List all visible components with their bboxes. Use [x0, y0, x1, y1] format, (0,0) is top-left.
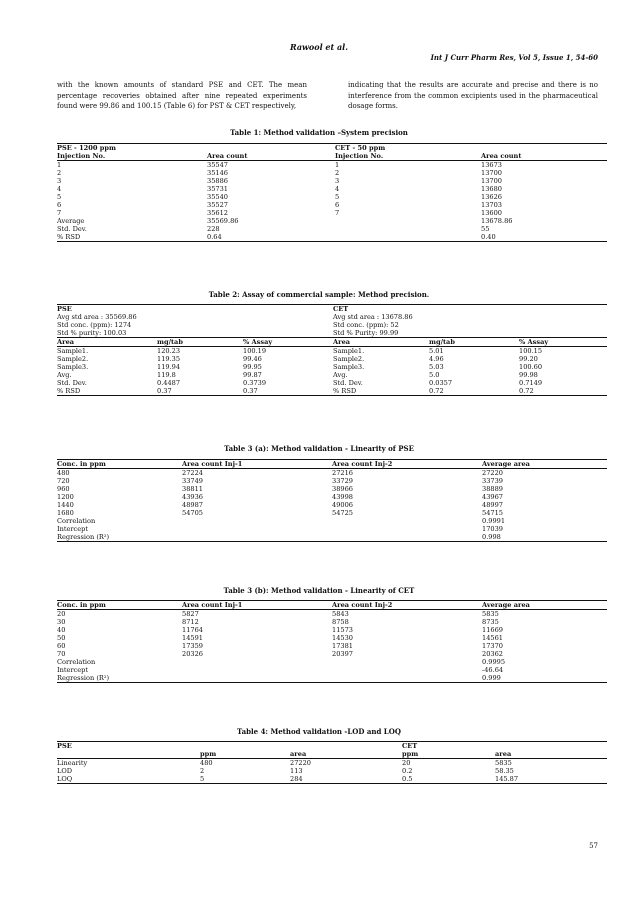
table-cell: 14561	[482, 634, 503, 642]
table-cell: 55	[481, 225, 490, 233]
table-cell: 99.46	[243, 355, 262, 363]
table-row	[57, 477, 607, 485]
table-cell: 119.35	[157, 355, 181, 363]
table-cell: 100.19	[243, 347, 267, 355]
table-cell: 5827	[182, 610, 199, 618]
table-row	[57, 193, 607, 201]
table-cell: 0.72	[429, 387, 519, 396]
table-cell: Std. Dev.	[333, 379, 363, 387]
table4-group-row	[57, 742, 607, 751]
table3b	[57, 600, 607, 683]
table2-info-pse: Std % purity: 100.03	[57, 329, 127, 337]
table-cell: 27224	[182, 469, 203, 477]
table-cell: 35886	[207, 177, 228, 185]
table-cell: 0.64	[207, 233, 335, 242]
table-cell: 5.01	[429, 347, 444, 355]
table-cell: 20362	[482, 650, 503, 658]
table-cell: 2	[335, 169, 340, 177]
table4-header-cell	[57, 750, 200, 759]
table1-group-row	[57, 144, 607, 153]
table-cell: Regression (R²)	[57, 533, 182, 542]
table-cell: 1200	[57, 493, 74, 501]
table-cell: 13626	[481, 193, 502, 201]
table-cell: 11764	[182, 626, 203, 634]
table-cell: 35731	[207, 185, 228, 193]
table-row	[57, 634, 607, 642]
table-cell: 5.03	[429, 363, 444, 371]
table-cell: 99.95	[243, 363, 262, 371]
table-cell: 5	[57, 193, 62, 201]
table2-header-cell: Area	[333, 338, 429, 347]
table3a-header-cell: Conc. in ppm	[57, 460, 182, 469]
table-cell: 60	[57, 642, 66, 650]
table-cell: 27220	[482, 469, 503, 477]
table1-header-cell: Area count	[207, 152, 335, 161]
table2-header-cell: Area	[57, 338, 157, 347]
table-cell: 33749	[182, 477, 203, 485]
table-cell: Std. Dev.	[57, 225, 87, 233]
table1	[57, 143, 607, 242]
table-cell: 43936	[182, 493, 203, 501]
table-cell	[182, 658, 332, 666]
table2-header-cell: mg/tab	[429, 338, 519, 347]
table-cell	[332, 666, 482, 674]
table-row	[57, 355, 607, 363]
table-cell: 0.37	[243, 387, 333, 396]
table2-header-row	[57, 338, 607, 347]
table-cell: 100.60	[519, 363, 543, 371]
table-cell: 13673	[481, 161, 502, 169]
table4-header-cell: ppm	[402, 750, 495, 759]
table-row	[57, 209, 607, 217]
table-row	[57, 233, 607, 242]
table-cell: 13678.86	[481, 217, 513, 225]
table-row	[57, 485, 607, 493]
table-cell: 0.9995	[482, 658, 506, 666]
table-cell: 20397	[332, 650, 353, 658]
table-cell: 99.98	[519, 371, 538, 379]
table-cell: 43998	[332, 493, 353, 501]
page-number: 57	[589, 842, 598, 850]
table-row	[57, 469, 607, 478]
table-cell: 284	[290, 775, 402, 784]
table-cell: 99.87	[243, 371, 262, 379]
table-cell: 6	[335, 201, 340, 209]
table-cell: Sample2.	[333, 355, 365, 363]
table-cell: 33729	[332, 477, 353, 485]
table-cell: 120.23	[157, 347, 181, 355]
table-cell: 0.37	[157, 387, 243, 396]
table-cell: 480	[200, 759, 213, 767]
table-row	[57, 533, 607, 542]
table1-group-pse: PSE - 1200 ppm	[57, 144, 335, 153]
table-cell: 4	[57, 185, 62, 193]
table4-group-cet: CET	[402, 742, 607, 751]
table-cell: 35540	[207, 193, 228, 201]
table2-info-row	[57, 321, 607, 329]
table-cell: 11573	[332, 626, 353, 634]
table-cell: Avg.	[333, 371, 348, 379]
table-cell: 14530	[332, 634, 353, 642]
table-cell: 0.2	[402, 767, 413, 775]
table-cell: 720	[57, 477, 70, 485]
table-cell: 6	[57, 201, 62, 209]
table2-group-cet: CET	[333, 305, 607, 314]
running-header-author: Rawool et al.	[290, 42, 348, 52]
table-cell: 145.87	[495, 775, 607, 784]
table-cell: 49006	[332, 501, 353, 509]
table2	[57, 304, 607, 396]
table-cell: 5835	[482, 610, 499, 618]
table-row	[57, 650, 607, 658]
table-cell: 0.998	[482, 533, 607, 542]
table-row	[57, 775, 607, 784]
table-row	[57, 525, 607, 533]
table-cell: 2	[57, 169, 62, 177]
table-cell: Intercept	[57, 666, 89, 674]
table-cell: 960	[57, 485, 70, 493]
table-row	[57, 387, 607, 396]
table3b-header-cell: Conc. in ppm	[57, 601, 182, 610]
table3b-header-cell: Area count Inj-2	[332, 601, 482, 610]
table-cell: 0.9991	[482, 517, 506, 525]
table-row	[57, 169, 607, 177]
table3b-caption: Table 3 (b): Method validation - Linearity of CET	[223, 586, 415, 595]
table-cell: Linearity	[57, 759, 88, 767]
table-cell: 50	[57, 634, 66, 642]
table-row	[57, 379, 607, 387]
table2-info-cet: Std conc. (ppm): 52	[333, 321, 399, 329]
table-row	[57, 658, 607, 666]
table-cell: Average	[57, 217, 85, 225]
table-cell: 3	[335, 177, 340, 185]
table-cell: 27220	[290, 759, 311, 767]
table3a	[57, 459, 607, 542]
table1-header-cell: Injection No.	[57, 152, 207, 161]
table-cell	[332, 517, 482, 525]
table-row	[57, 177, 607, 185]
table-cell: 17381	[332, 642, 353, 650]
table-row	[57, 217, 607, 225]
table-cell: Sample3.	[333, 363, 365, 371]
table2-caption: Table 2: Assay of commercial sample: Method precision.	[208, 290, 430, 299]
table-row	[57, 363, 607, 371]
table-cell: 5	[200, 775, 290, 784]
table-row	[57, 161, 607, 170]
table3a-header-row	[57, 460, 607, 469]
table-row	[57, 610, 607, 619]
table-cell: 35527	[207, 201, 228, 209]
table-cell: 8758	[332, 618, 349, 626]
table2-info-row	[57, 313, 607, 321]
table2-header-cell: mg/tab	[157, 338, 243, 347]
table-cell: 33739	[482, 477, 503, 485]
table2-header-cell: % Assay	[519, 338, 607, 347]
table-cell: 11669	[482, 626, 503, 634]
table1-caption: Table 1: Method validation –System precision	[230, 128, 408, 137]
table-cell: 35146	[207, 169, 228, 177]
table-cell	[182, 674, 332, 683]
table-cell	[335, 217, 481, 225]
table-cell: 3	[57, 177, 62, 185]
table-row	[57, 618, 607, 626]
table-cell: 8735	[482, 618, 499, 626]
table2-info-pse: Avg std area : 35569.86	[57, 313, 137, 321]
table-cell: 1440	[57, 501, 74, 509]
table-cell: 14591	[182, 634, 203, 642]
table-cell: 35612	[207, 209, 228, 217]
table-cell: Correlation	[57, 658, 96, 666]
table-cell: 30	[57, 618, 66, 626]
table-cell: 54705	[182, 509, 203, 517]
table-cell: 27216	[332, 469, 353, 477]
table-cell: 58.35	[495, 767, 514, 775]
table2-info-pse: Std conc. (ppm): 1274	[57, 321, 132, 329]
table-cell: 100.15	[519, 347, 543, 355]
table-cell: 13680	[481, 185, 502, 193]
table4-header-cell: ppm	[200, 750, 290, 759]
table2-info-cet: Std % Purity: 99.99	[333, 329, 399, 337]
table-cell: 35569.86	[207, 217, 239, 225]
table-cell	[332, 533, 482, 542]
table-cell: 48997	[482, 501, 503, 509]
table-row	[57, 642, 607, 650]
table-row	[57, 493, 607, 501]
table-cell: 0.5	[402, 775, 495, 784]
table-row	[57, 759, 607, 768]
table-cell: 17039	[482, 525, 503, 533]
table-cell: 0.72	[519, 387, 607, 396]
table-cell: 5	[335, 193, 340, 201]
table-cell: Avg.	[57, 371, 72, 379]
table-cell	[335, 225, 481, 233]
table-row	[57, 666, 607, 674]
table2-info-row	[57, 329, 607, 338]
table-cell: Regression (R²)	[57, 674, 182, 683]
table-row	[57, 626, 607, 634]
table-cell: 0.40	[481, 233, 607, 242]
table-cell: 38889	[482, 485, 503, 493]
table-row	[57, 767, 607, 775]
table-cell: 7	[57, 209, 62, 217]
table-cell: 17359	[182, 642, 203, 650]
table-cell: 13600	[481, 209, 502, 217]
table-cell: 0.4487	[157, 379, 181, 387]
table-cell: 0.0357	[429, 379, 453, 387]
table-cell: 48987	[182, 501, 203, 509]
table-cell: 0.7149	[519, 379, 543, 387]
table-cell	[182, 666, 332, 674]
table-row	[57, 517, 607, 525]
table4-caption: Table 4: Method validation -LOD and LOQ	[237, 727, 401, 736]
table-row	[57, 225, 607, 233]
table-row	[57, 185, 607, 193]
table-cell: 119.94	[157, 363, 181, 371]
table-cell: 99.20	[519, 355, 538, 363]
table-cell: Correlation	[57, 517, 96, 525]
table-cell: 54715	[482, 509, 503, 517]
table-cell: % RSD	[57, 233, 207, 242]
table-cell: Sample1.	[57, 347, 89, 355]
table-cell: LOQ	[57, 775, 200, 784]
table-cell: -46.64	[482, 666, 504, 674]
table-cell: 119.8	[157, 371, 176, 379]
table3a-header-cell: Average area	[482, 460, 607, 469]
table1-header-cell: Injection No.	[335, 152, 481, 161]
table4-header-cell: area	[290, 750, 402, 759]
table-cell	[182, 533, 332, 542]
table-cell: 20	[57, 610, 66, 618]
table-cell: 8712	[182, 618, 199, 626]
table3a-header-cell: Area count Inj-1	[182, 460, 332, 469]
table2-group-row	[57, 305, 607, 314]
table-row	[57, 347, 607, 356]
table-cell: 228	[207, 225, 220, 233]
table-cell	[332, 658, 482, 666]
table1-group-cet: CET - 50 ppm	[335, 144, 607, 153]
table-cell: 43967	[482, 493, 503, 501]
table3a-caption: Table 3 (a): Method validation - Linearity of PSE	[224, 444, 414, 453]
table-cell: 20326	[182, 650, 203, 658]
table-cell: 113	[290, 767, 303, 775]
table3b-header-cell: Average area	[482, 601, 607, 610]
table-cell: 20	[402, 759, 411, 767]
table1-header-cell: Area count	[481, 152, 607, 161]
table-cell: 38966	[332, 485, 353, 493]
body-text-right: indicating that the results are accurate and precise and there is no interference from the common excipients used in the pharmaceutical dosage forms.	[348, 81, 598, 110]
table-cell: 38811	[182, 485, 203, 493]
table4-group-pse: PSE	[57, 742, 402, 751]
table-cell: LOD	[57, 767, 73, 775]
table-cell: 17370	[482, 642, 503, 650]
table-cell: 13700	[481, 177, 502, 185]
table-row	[57, 509, 607, 517]
table-row	[57, 371, 607, 379]
table-cell: Std. Dev.	[57, 379, 87, 387]
table-row	[57, 674, 607, 683]
table2-info-cet: Avg std area : 13678.86	[333, 313, 413, 321]
table-cell	[182, 525, 332, 533]
body-text-left: with the known amounts of standard PSE and CET. The mean percentage recoveries obtained after nine repeated experiments found were 99.86 and 100.15 (Table 6) for PST & CET respectively,	[57, 81, 307, 110]
table-cell: Sample1.	[333, 347, 365, 355]
table-cell: 4.96	[429, 355, 444, 363]
table3b-header-row	[57, 601, 607, 610]
table-cell: Sample2.	[57, 355, 89, 363]
table-cell: 35547	[207, 161, 228, 169]
table-cell: 54725	[332, 509, 353, 517]
table-cell: 1680	[57, 509, 74, 517]
table-cell: Sample3.	[57, 363, 89, 371]
table-cell: 2	[200, 767, 205, 775]
table-cell: 5.0	[429, 371, 440, 379]
table-cell	[332, 674, 482, 683]
table-cell: 40	[57, 626, 66, 634]
table-cell: 13700	[481, 169, 502, 177]
table-cell: 7	[335, 209, 340, 217]
table-cell: % RSD	[333, 387, 429, 396]
table-cell: 480	[57, 469, 70, 477]
table-cell: Intercept	[57, 525, 89, 533]
table-cell	[332, 525, 482, 533]
table-cell	[182, 517, 332, 525]
table-cell: 0.999	[482, 674, 607, 683]
table-row	[57, 201, 607, 209]
table3a-header-cell: Area count Inj-2	[332, 460, 482, 469]
table-cell: 1	[57, 161, 62, 169]
table-cell: 70	[57, 650, 66, 658]
table4	[57, 741, 607, 784]
table-cell	[335, 233, 481, 242]
table-cell: 5835	[495, 759, 512, 767]
running-header-journal: Int J Curr Pharm Res, Vol 5, Issue 1, 54-60	[430, 53, 598, 62]
table1-header-row	[57, 152, 607, 161]
table2-header-cell: % Assay	[243, 338, 333, 347]
table-cell: 1	[335, 161, 340, 169]
table-cell: 5843	[332, 610, 349, 618]
table4-header-row	[57, 750, 607, 759]
table-cell: 4	[335, 185, 340, 193]
table3b-header-cell: Area count Inj-1	[182, 601, 332, 610]
table2-group-pse: PSE	[57, 305, 333, 314]
table-cell: 0.3739	[243, 379, 267, 387]
table-cell: 13703	[481, 201, 502, 209]
table-cell: % RSD	[57, 387, 157, 396]
table-row	[57, 501, 607, 509]
table4-header-cell: area	[495, 750, 607, 759]
